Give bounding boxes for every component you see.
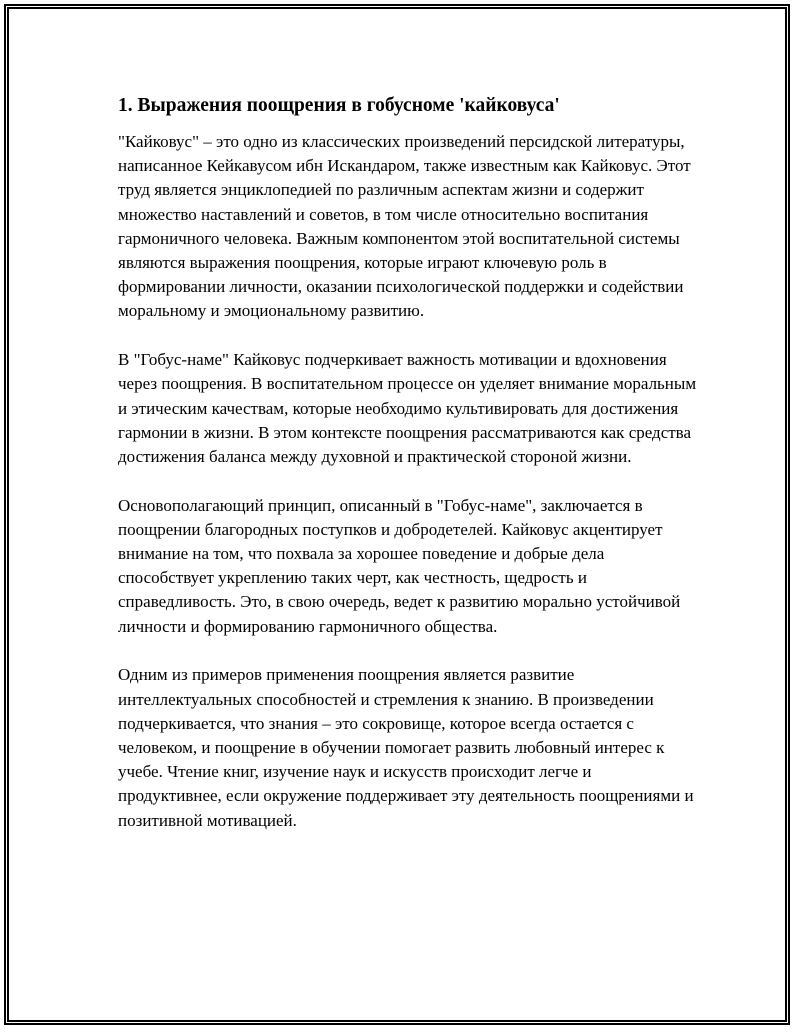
paragraph-knowledge: Одним из примеров применения поощрения является развитие интеллектуальных способностей и стремления к знанию. В произведении подчеркивается, что знания – это сокровище, которое всегда остается с человеком, и поощрение в обучении помогает развить любовный интерес к учебе. Чтение книг, изучение наук и искусств происходит легче и продуктивнее, если окружение поддерживает эту деятельность поощрениями и позитивной мотивацией. xyxy=(118,665,694,830)
paragraph-motivation: В "Гобус-наме" Кайковус подчеркивает важность мотивации и вдохновения через поощрения. В воспитательном процессе он уделяет внимание моральным и этическим качествам, которые необходимо культивировать для достижения гармонии в жизни. В этом контексте поощрения рассматриваются как средства достижения баланса между духовной и практической стороной жизни. xyxy=(118,350,697,466)
paragraph-introduction: "Кайковус" – это одно из классических произведений персидской литературы, написанное Кейкавусом ибн Искандаром, также известным как Кайковус. Этот труд является энциклопедией по различным аспектам жизни и содержит множество наставлений и советов, в том числе относительно воспитания гармоничного человека. Важным компонентом этой воспитательной системы являются выражения поощрения, которые играют ключевую роль в формировании личности, оказании психологической поддержки и содействии моральному и эмоциональному развитию. xyxy=(118,132,691,321)
paragraph-virtues: Основополагающий принцип, описанный в "Гобус-наме", заключается в поощрении благородных поступков и добродетелей. Кайковус акцентирует внимание на том, что похвала за хорошее поведение и добрые дела способствует укреплению таких черт, как честность, щедрость и справедливость. Это, в свою очередь, ведет к развитию морально устойчивой личности и формированию гармоничного общества. xyxy=(118,495,681,636)
document-body xyxy=(118,93,698,857)
section-heading: 1. Выражения поощрения в гобусноме 'кайковуса' xyxy=(118,95,560,116)
